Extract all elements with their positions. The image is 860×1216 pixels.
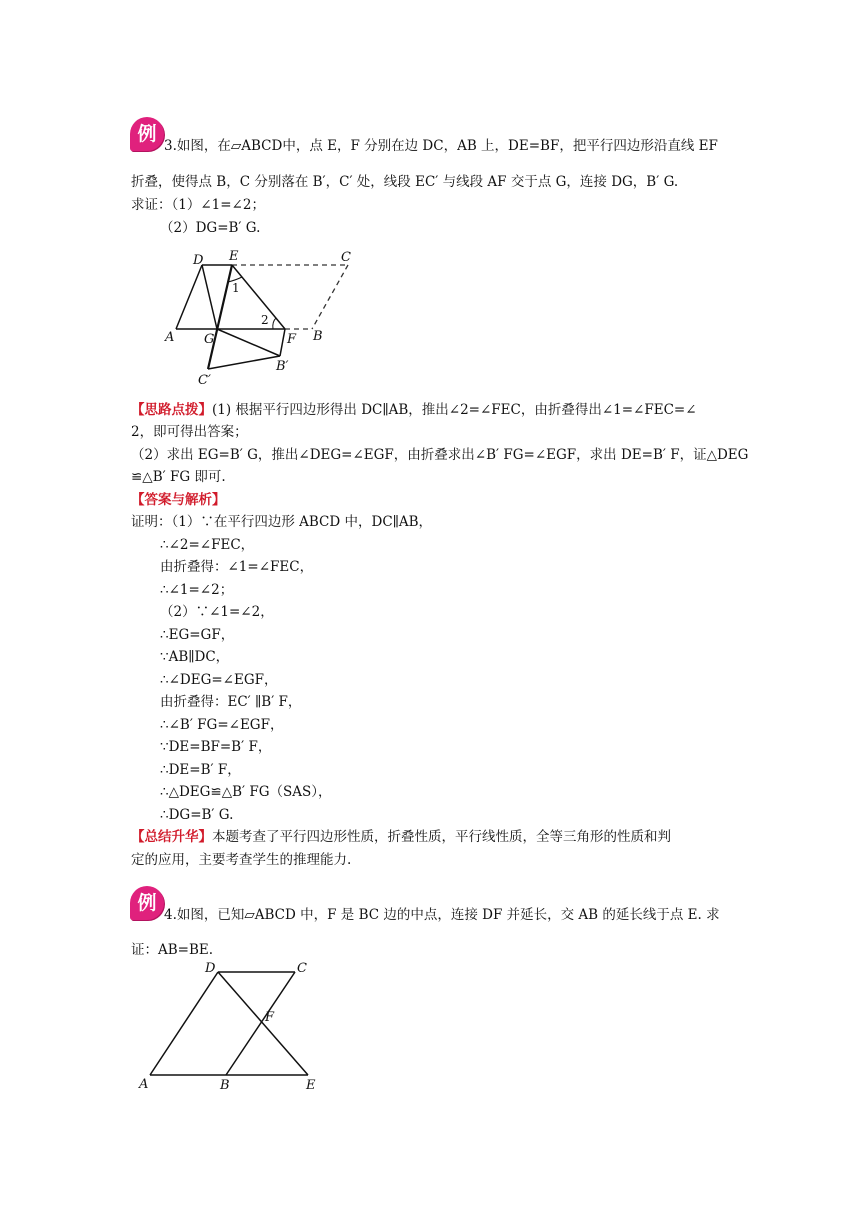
summary-line1 — [131, 828, 671, 846]
ex3-seg-gbp — [217, 329, 280, 356]
ex3-angle2-arc — [273, 318, 276, 329]
proof-line-7: ∴∠DEG=∠EGF， — [160, 672, 278, 688]
proof-line-11: ∴DE=B′ F， — [160, 762, 241, 778]
ex4-seg-ad — [150, 972, 218, 1075]
ex4-label-d: D — [205, 961, 216, 976]
ex3-hint-line4: ≌△B′ FG 即可. — [131, 469, 226, 485]
summary-line2: 定的应用，主要考查学生的推理能力. — [131, 852, 352, 868]
proof-line-1: ∴∠2=∠FEC， — [160, 537, 255, 553]
ex3-seg-bpf — [280, 329, 285, 356]
ex3-hint-line1 — [131, 401, 697, 419]
ex3-question-line3: 求证：（1）∠1=∠2； — [131, 197, 265, 213]
ex3-seg-dg — [202, 265, 217, 329]
ex3-seg-ecp — [208, 265, 232, 369]
ex4-label-e: E — [306, 1078, 316, 1093]
ex3-label-b: B — [313, 329, 323, 344]
ex3-hint-line2: 2，即可得出答案； — [131, 424, 248, 440]
proof-line-4: （2）∵∠1=∠2， — [160, 604, 274, 620]
ex4-label-b: B — [220, 1078, 230, 1093]
proof-line-6: ∵AB∥DC， — [160, 649, 230, 665]
ex4-label-a: A — [139, 1077, 149, 1092]
ex4-seg-de — [218, 972, 308, 1075]
ex3-label-d: D — [193, 253, 204, 268]
summary-text-1: 本题考查了平行四边形性质，折叠性质，平行线性质，全等三角形的性质和判 — [212, 829, 671, 845]
proof-line-3: ∴∠1=∠2； — [160, 582, 234, 598]
ex3-label-e: E — [229, 249, 239, 264]
ex3-label-1: 1 — [232, 281, 240, 295]
proof-line-13: ∴DG=B′ G. — [160, 807, 234, 823]
proof-line-0: 证明：（1）∵在平行四边形 ABCD 中，DC∥AB， — [131, 514, 433, 530]
ex3-hint-line3: （2）求出 EG=B′ G，推出∠DEG=∠EGF，由折叠求出∠B′ FG=∠EGF，求出 DE=B′ F，证△DEG — [131, 447, 749, 463]
ex3-label-bp: B′ — [276, 359, 289, 374]
ex3-question-line1: 3.如图，在▱ABCD中，点 E，F 分别在边 DC，AB 上，DE=BF，把平行四边形沿直线 EF — [164, 138, 718, 154]
hint-text-1: (1) 根据平行四边形得出 DC∥AB，推出∠2=∠FEC，由折叠得出∠1=∠FEC=∠ — [212, 402, 697, 418]
ex4-label-f: F — [265, 1010, 275, 1025]
ex4-question-line1: 4.如图，已知▱ABCD 中，F 是 BC 边的中点，连接 DF 并延长，交 AB 的延长线于点 E. 求 — [164, 907, 720, 923]
ex3-seg-cpbp — [208, 356, 280, 369]
ex3-question-line2: 折叠，使得点 B，C 分别落在 B′，C′ 处，线段 EC′ 与线段 AF 交于点 G，连接 DG，B′ G. — [131, 174, 679, 190]
hint-tag: 【思路点拨】 — [131, 402, 212, 418]
ex3-label-cp: C′ — [198, 373, 211, 388]
summary-tag: 【总结升华】 — [131, 829, 212, 845]
ex3-label-g: G — [204, 332, 215, 347]
proof-line-5: ∴EG=GF， — [160, 627, 235, 643]
ex3-figure — [160, 244, 380, 389]
proof-line-10: ∵DE=BF=B′ F， — [160, 739, 272, 755]
proof-line-9: ∴∠B′ FG=∠EGF， — [160, 717, 284, 733]
ex3-seg-ef — [232, 265, 285, 329]
example-badge-4: 例 — [130, 886, 164, 920]
ex4-figure — [135, 958, 335, 1094]
ex3-label-f: F — [287, 332, 297, 347]
ex3-dashed-cb — [312, 265, 348, 329]
proof-line-2: 由折叠得：∠1=∠FEC， — [160, 559, 314, 575]
ex3-label-a: A — [165, 330, 175, 345]
ex3-seg-da — [176, 265, 202, 329]
ex4-seg-bc — [226, 972, 295, 1075]
answer-tag: 【答案与解析】 — [131, 492, 226, 508]
proof-line-12: ∴△DEG≌△B′ FG（SAS）， — [160, 784, 332, 800]
ex4-question-line2: 证：AB=BE. — [131, 942, 214, 958]
ex3-label-c: C — [341, 250, 351, 265]
ex3-question-line4: （2）DG=B′ G. — [160, 220, 261, 236]
example-badge-3: 例 — [130, 117, 164, 151]
proof-line-8: 由折叠得：EC′ ∥B′ F， — [160, 694, 302, 710]
ex3-label-2: 2 — [261, 313, 269, 327]
ex4-label-c: C — [297, 961, 307, 976]
